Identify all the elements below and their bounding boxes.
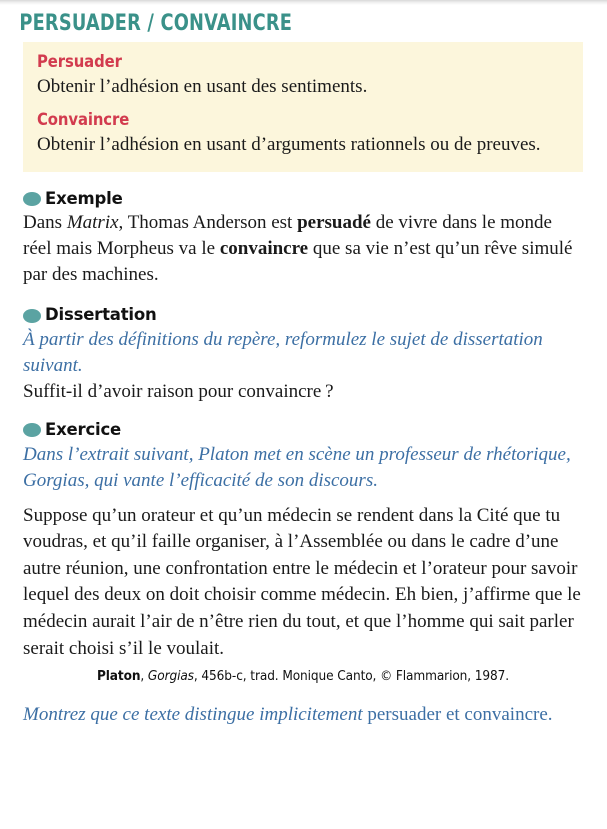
dissertation-instruction: À partir des définitions du repère, reformulez le sujet de dissertation suivant. (23, 328, 543, 376)
page-title: PERSUADER / CONVAINCRE (19, 10, 293, 36)
section-exemple (23, 189, 583, 289)
exercice-quote-text: Suppose qu’un orateur et qu’un médecin se rendent dans la Cité que tu voudras, et qu’il faille organiser, à l’Assemblée ou dans le cadre d’une autre réunion, une confrontation entre le médecin et l’orateur pour savoir lequel des deux on doit choisir comme médecin. Eh bien, j’affirme que le médecin aurait l’air de n’être rien du tout, et que l’homme qui sait parler serait choisi s’il le voulait. (23, 504, 581, 659)
exemple-text-segment-1: Dans (23, 212, 67, 234)
section-heading-exemple (23, 189, 583, 210)
attribution-author: Platon (96, 668, 141, 685)
section-exercice (23, 420, 583, 686)
definition-term-convaincre: Convaincre (37, 110, 130, 130)
definition-text-convaincre: Obtenir l’adhésion en usant d’arguments rationnels ou de preuves. (37, 134, 541, 156)
section-heading-exercice (23, 420, 583, 441)
definition-box (23, 42, 583, 172)
closing-prompt-italic: Montrez que ce texte distingue implicitement (23, 703, 368, 725)
section-dissertation (23, 305, 583, 405)
exemple-keyword-persuade: persuadé (297, 212, 371, 234)
exercice-closing-prompt (23, 702, 583, 728)
attribution-separator: , (140, 668, 148, 685)
section-heading-label-dissertation: Dissertation (45, 305, 157, 325)
attribution-details: , 456b-c, trad. Monique Canto, © Flammarion, 1987. (193, 668, 510, 685)
oval-bullet-icon (23, 309, 41, 323)
exercice-attribution (23, 668, 583, 686)
oval-bullet-icon (23, 192, 41, 206)
closing-prompt-keywords: persuader et convaincre. (367, 703, 553, 725)
definition-text-persuader: Obtenir l’adhésion en usant des sentiments. (37, 75, 368, 97)
exercice-instruction: Dans l’extrait suivant, Platon met en scène un professeur de rhétorique, Gorgias, qui vante l’efficacité de son discours. (23, 443, 571, 491)
definition-term-persuader: Persuader (37, 52, 122, 72)
exemple-paragraph (23, 210, 583, 288)
exemple-text-segment-3: de vivre dans le monde réel mais Morpheus va le (23, 212, 552, 260)
oval-bullet-icon (23, 423, 41, 437)
section-heading-dissertation (23, 305, 583, 326)
section-heading-label-exercice: Exercice (45, 419, 122, 439)
section-heading-label-exemple: Exemple (45, 188, 123, 208)
exemple-text-segment-2: , Thomas Anderson est (118, 212, 298, 234)
definition-entry-convaincre (37, 110, 569, 157)
definition-entry-persuader (37, 52, 569, 99)
exemple-text-segment-4: que sa vie n’est qu’un rêve simulé par des machines. (23, 238, 573, 286)
exemple-work-title: Matrix (66, 212, 119, 234)
exemple-keyword-convaincre: convaincre (219, 238, 309, 260)
attribution-work-title: Gorgias (147, 668, 194, 685)
dissertation-subject: Suffit-il d’avoir raison pour convaincre ? (23, 380, 334, 402)
